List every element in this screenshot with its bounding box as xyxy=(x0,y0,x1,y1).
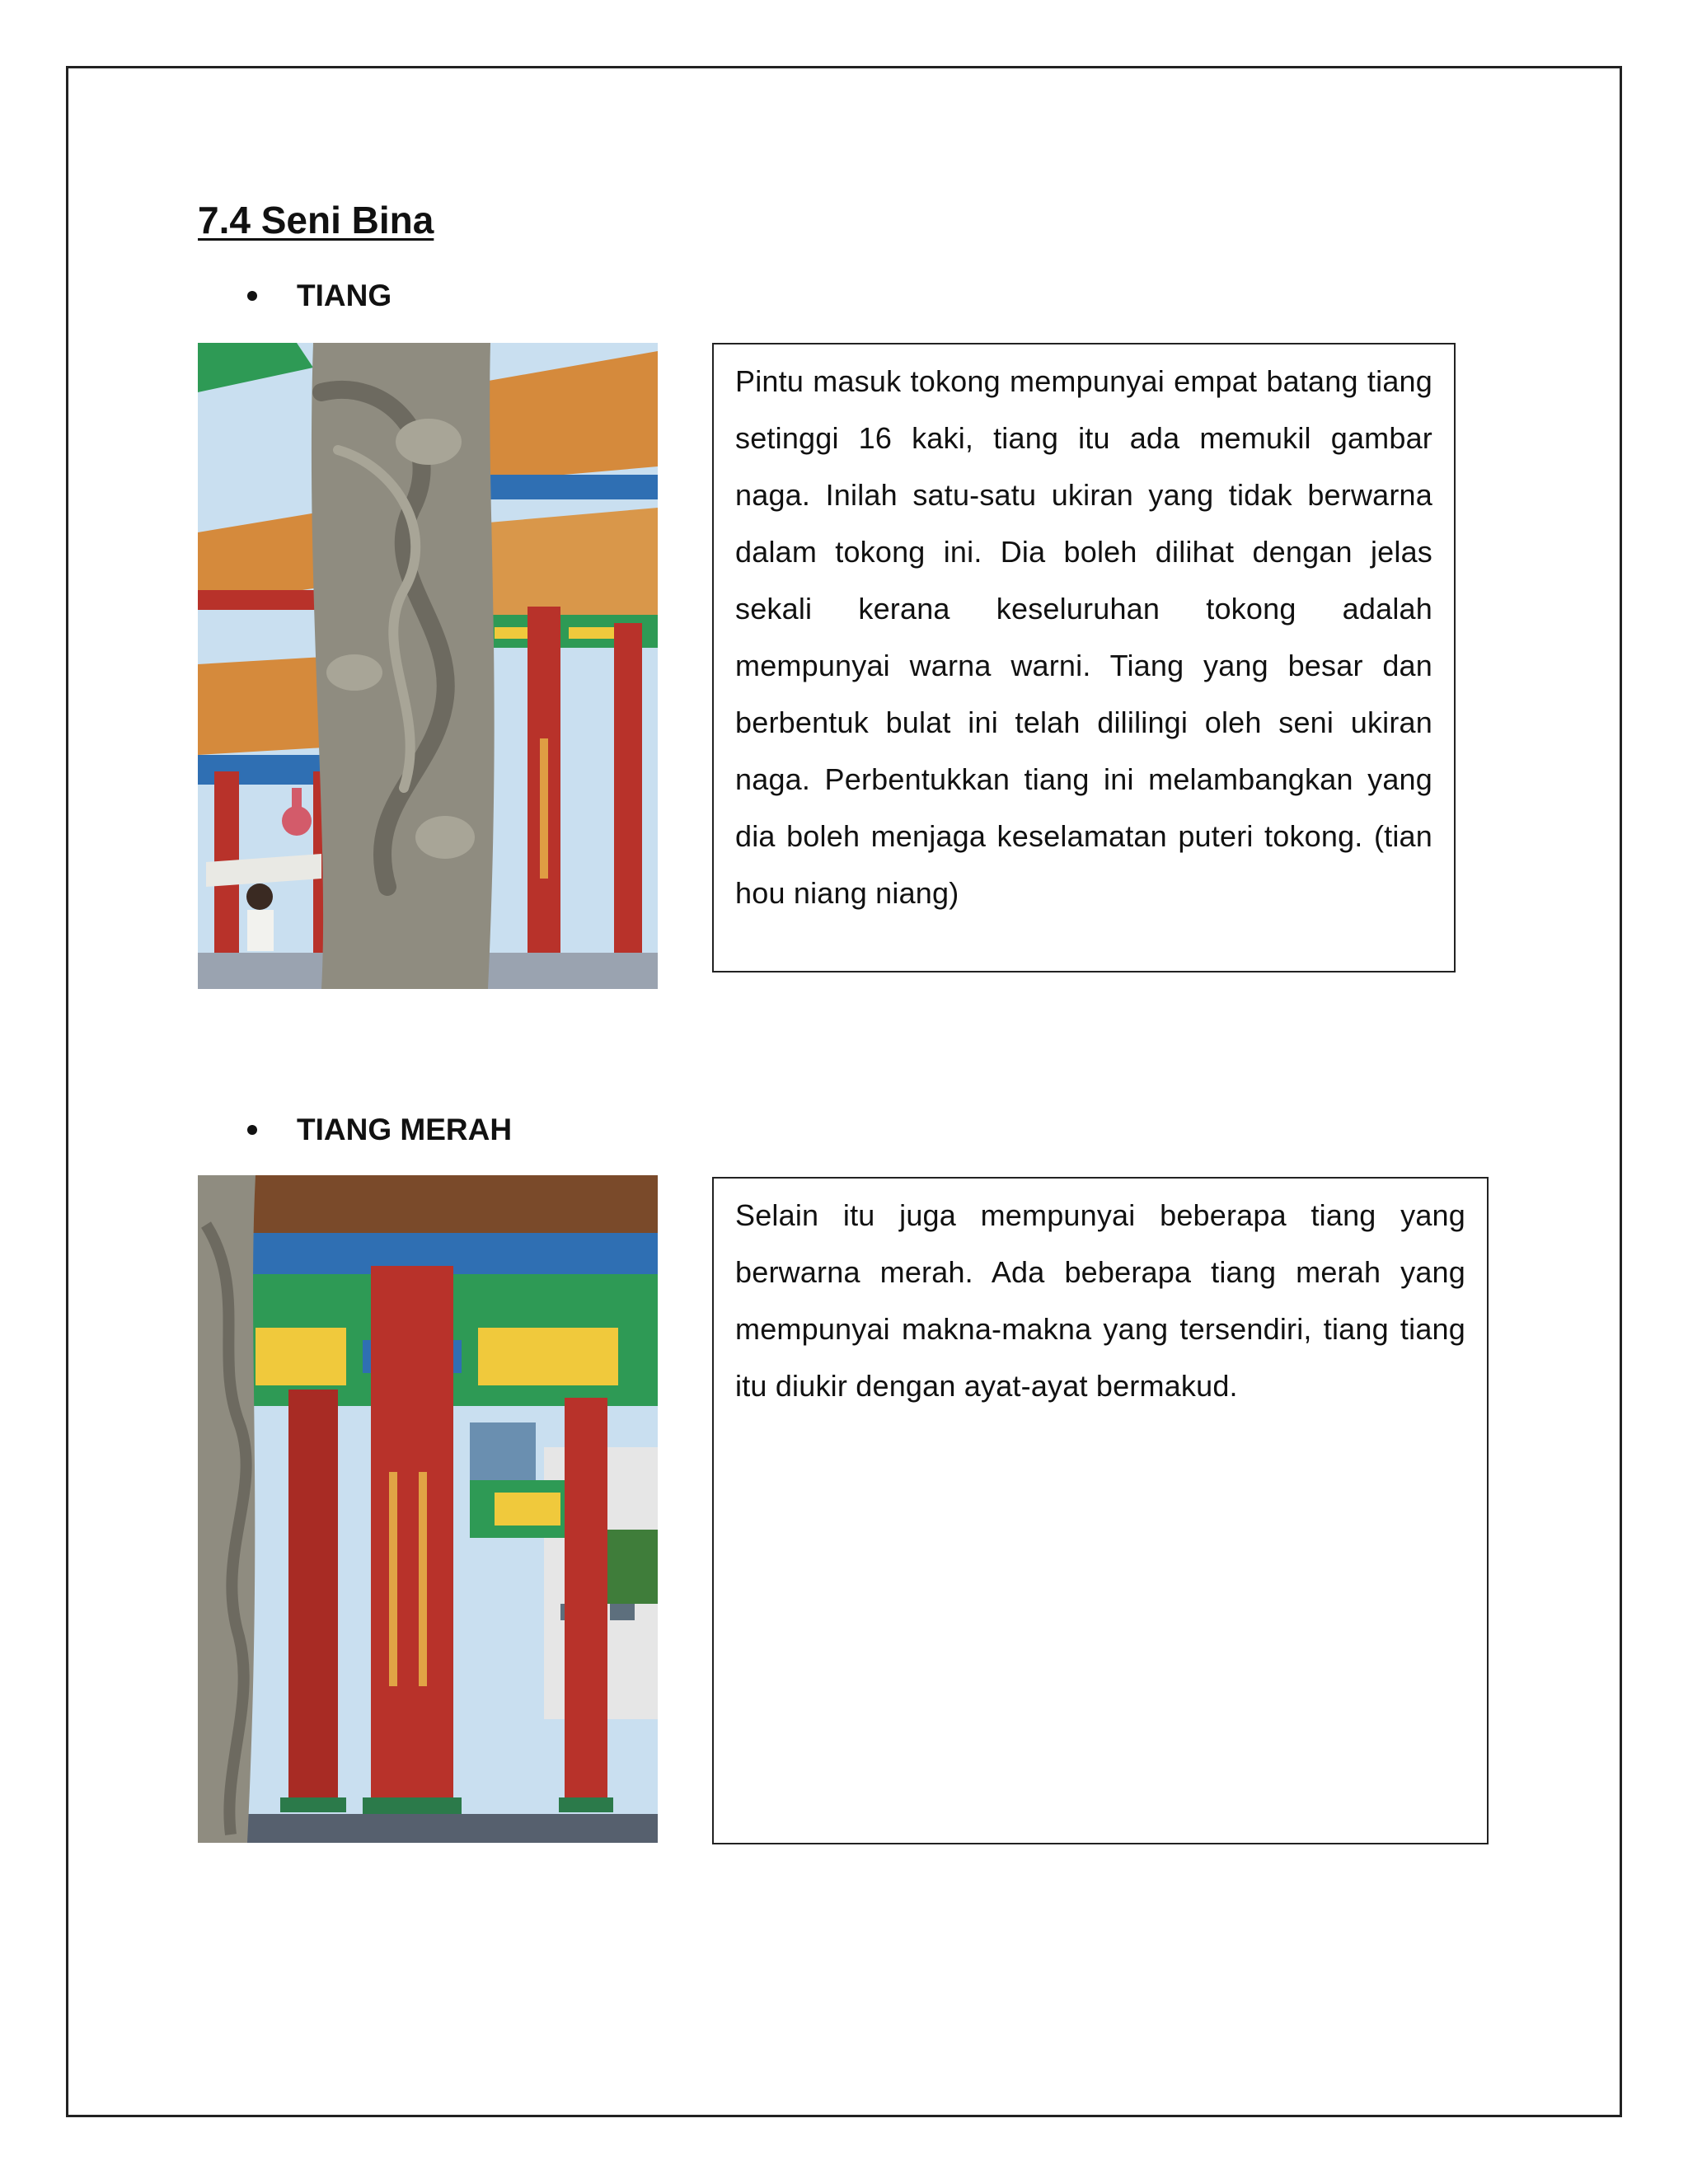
description-box-tiang-merah xyxy=(712,1177,1489,1844)
bullet-item-tiang-merah xyxy=(247,1113,512,1147)
red-pillars-illustration xyxy=(198,1175,658,1843)
dragon-pillar-photo xyxy=(198,343,658,989)
bullet-heading: TIANG xyxy=(297,279,392,312)
description-text: Selain itu juga mempunyai beberapa tiang yang berwarna merah. Ada beberapa tiang merah yang mempunyai makna-makna yang tersendiri, tiang tiang itu diukir dengan ayat-ayat bermakud. xyxy=(735,1198,1465,1403)
red-pillars-photo xyxy=(198,1175,658,1843)
bullet-heading: TIANG MERAH xyxy=(297,1113,513,1146)
bullet-item-tiang xyxy=(247,279,392,313)
bullet-icon xyxy=(247,1125,257,1135)
bullet-icon xyxy=(247,291,257,301)
dragon-pillar-illustration xyxy=(198,343,658,989)
description-box-tiang xyxy=(712,343,1456,972)
description-text: Pintu masuk tokong mempunyai empat batang tiang setinggi 16 kaki, tiang itu ada memukil gambar naga. Inilah satu-satu ukiran yang tidak berwarna dalam tokong ini. Dia boleh dilihat dengan jelas sekali kerana keseluruhan tokong adalah mempunyai warna warni. Tiang yang besar dan berbentuk bulat ini telah dililingi oleh seni ukiran naga. Perbentukkan tiang ini melambangkan yang dia boleh menjaga keselamatan puteri tokong. (tian hou niang niang) xyxy=(735,364,1432,910)
section-title: 7.4 Seni Bina xyxy=(198,199,434,241)
